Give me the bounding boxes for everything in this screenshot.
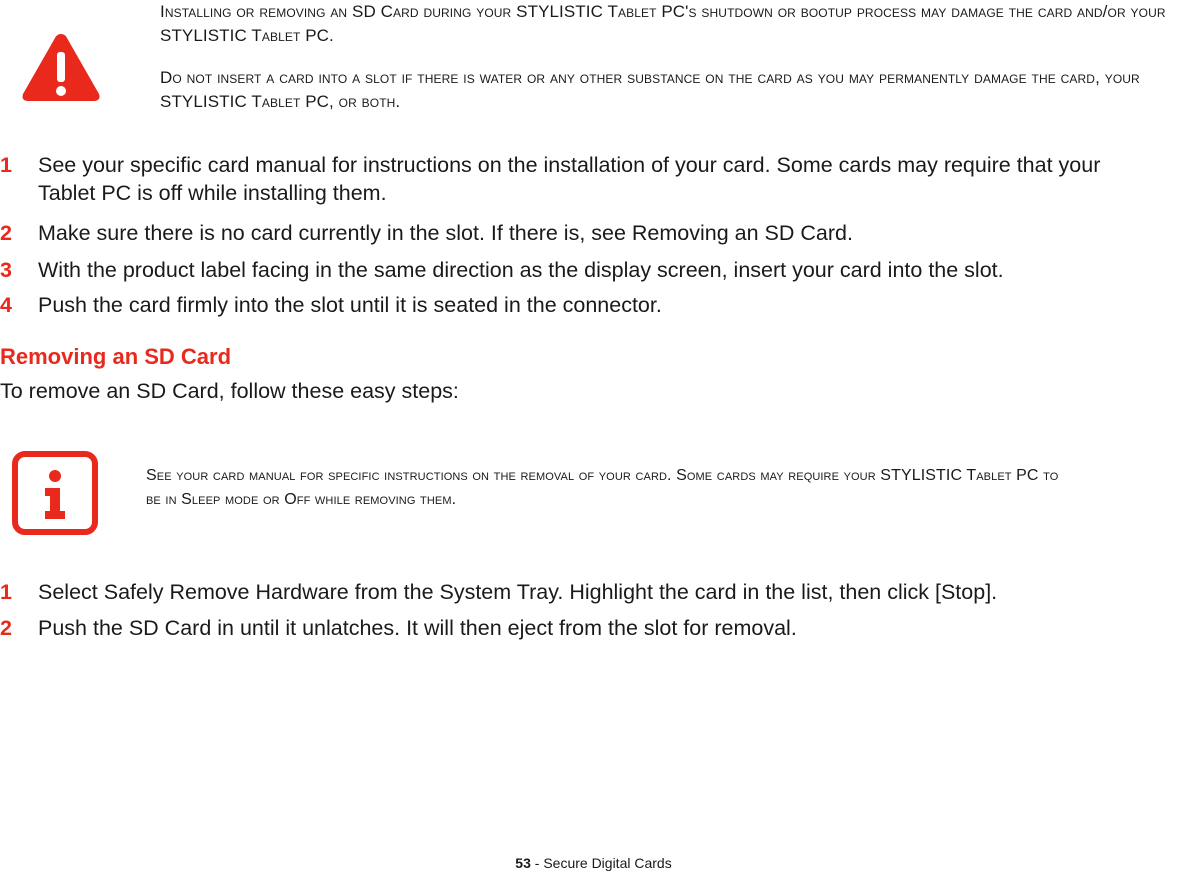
info-text-line-2: be in Sleep mode or Off while removing them. (146, 491, 457, 508)
remove-step-1 (0, 578, 1187, 606)
step-number: 3 (0, 258, 12, 282)
footer-section-title: - Secure Digital Cards (530, 855, 672, 871)
section-heading: Removing an SD Card (0, 344, 232, 369)
step-text (38, 151, 1186, 207)
step-number: 1 (0, 580, 12, 604)
step-text: Select Safely Remove Hardware from the System Tray. Highlight the card in the list, then click [Stop]. (38, 580, 998, 604)
step-text: Make sure there is no card currently in the slot. If there is, see Removing an SD Card. (38, 221, 853, 245)
install-step-3 (0, 256, 1187, 284)
page-footer (0, 853, 1187, 873)
step-text: With the product label facing in the same direction as the display screen, insert your card into the slot. (38, 258, 1004, 282)
step-number: 4 (0, 293, 12, 317)
step-number: 1 (0, 153, 12, 177)
warning-text-2: Do not insert a card into a slot if there is water or any other substance on the card as you may permanently damage the card, your STYLISTIC Tablet PC, or both. (160, 68, 1140, 111)
install-step-4 (0, 291, 1187, 319)
step-text-line-2: Tablet PC is off while installing them. (38, 181, 387, 205)
info-text (146, 464, 1186, 512)
install-step-2 (0, 219, 1187, 247)
step-text: Push the SD Card in until it unlatches. It will then eject from the slot for removal. (38, 616, 797, 640)
remove-step-2 (0, 614, 1187, 642)
step-text: Push the card firmly into the slot until it is seated in the connector. (38, 293, 662, 317)
step-text-line-1: See your specific card manual for instructions on the installation of your card. Some cards may require that your (38, 153, 1101, 177)
install-step-1 (0, 151, 1187, 207)
page-number: 53 (515, 855, 531, 871)
warning-text-1: Installing or removing an SD Card during your STYLISTIC Tablet PC's shutdown or bootup process may damage the card and/or your STYLISTIC Tablet PC. (160, 2, 1166, 45)
warning-triangle-icon (20, 30, 102, 104)
step-number: 2 (0, 616, 12, 640)
step-number: 2 (0, 221, 12, 245)
info-text-line-1: See your card manual for specific instructions on the removal of your card. Some cards may require your STYLISTIC Tablet PC to (146, 467, 1059, 484)
section-intro: To remove an SD Card, follow these easy steps: (0, 379, 459, 403)
info-icon (12, 451, 98, 535)
